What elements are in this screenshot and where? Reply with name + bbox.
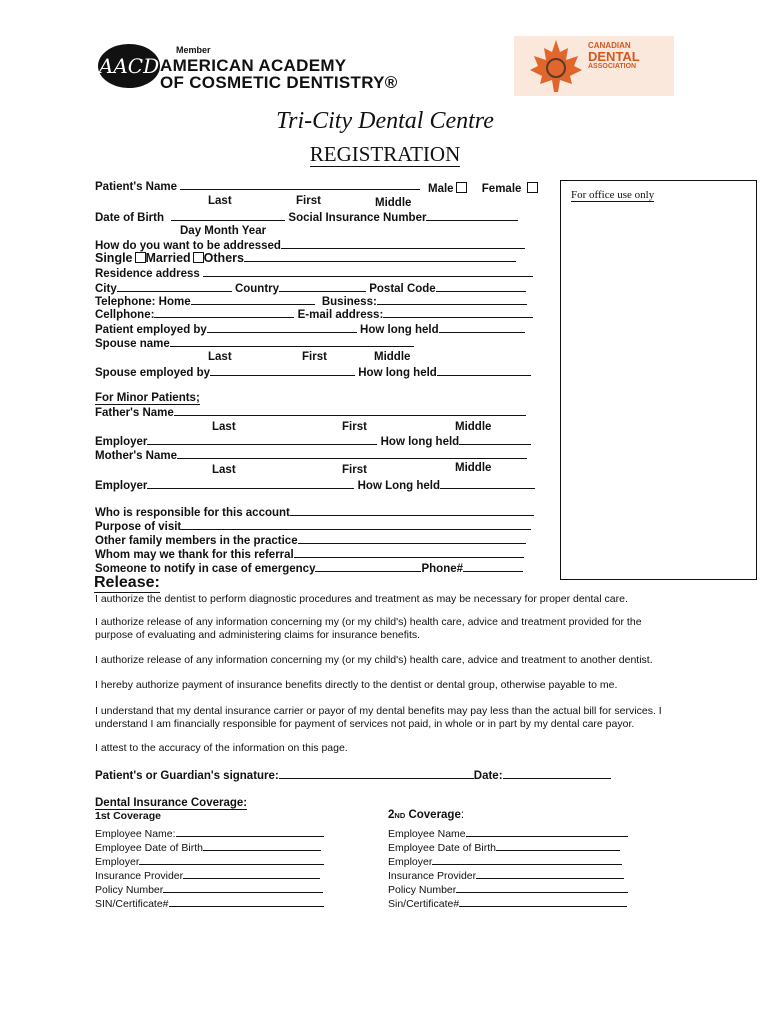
release-paragraph-6: I attest to the accuracy of the information on this page.: [95, 742, 348, 754]
second-coverage-heading: [388, 809, 464, 821]
single-checkbox[interactable]: [135, 252, 146, 263]
ins1-provider-label: Insurance Provider: [95, 870, 184, 882]
second-coverage-colon: :: [460, 809, 465, 821]
father-employer-field[interactable]: [147, 434, 377, 445]
ins1-dob-label: Employee Date of Birth: [95, 842, 203, 854]
ins1-dob-field[interactable]: [203, 840, 321, 851]
date-field[interactable]: [503, 768, 611, 779]
name-hint-middle: Middle: [375, 197, 412, 209]
mother-field[interactable]: [177, 448, 527, 459]
ins1-employer-label: Employer: [95, 856, 140, 868]
employed-by-label: Patient employed by: [95, 324, 207, 336]
family-row: [95, 533, 526, 547]
dob-field[interactable]: [171, 210, 285, 221]
married-checkbox[interactable]: [193, 252, 204, 263]
ins1-policy-row: [95, 882, 323, 896]
sin-label: Social Insurance Number: [288, 212, 427, 224]
country-field[interactable]: [279, 281, 366, 292]
home-phone-label: Telephone: Home: [95, 296, 191, 308]
first-coverage-heading: 1st Coverage: [95, 810, 161, 822]
postal-field[interactable]: [436, 281, 526, 292]
how-long-field[interactable]: [439, 322, 525, 333]
patient-name-label: Patient's Name: [95, 181, 177, 193]
residence-label: Residence address: [95, 268, 200, 280]
ins2-sin-row: [388, 896, 627, 910]
spouse-label: Spouse name: [95, 338, 170, 350]
release-paragraph-3: I authorize release of any information concerning my (or my child's) health care, advice and treatment to another dentist.: [95, 654, 653, 666]
referral-label: Whom may we thank for this referral: [95, 549, 294, 561]
release-paragraph-5: I understand that my dental insurance carrier or payor of my dental benefits may pay less than the actual bill for services. I understand I am financially responsible for payment of services not paid, in whole or in part by my dental care payor.: [95, 705, 662, 730]
others-label: Others: [203, 251, 244, 265]
ins2-provider-row: [388, 868, 624, 882]
family-label: Other family members in the practice: [95, 535, 298, 547]
addressed-row: [95, 238, 525, 252]
referral-row: [95, 547, 524, 561]
ins2-name-row: [388, 826, 628, 840]
ins1-provider-field[interactable]: [183, 868, 320, 879]
second-coverage-label: Coverage: [405, 809, 461, 821]
addressed-label: How do you want to be addressed: [95, 240, 281, 252]
emergency-row: [95, 561, 523, 575]
release-heading: Release:: [94, 574, 160, 591]
ins2-name-field[interactable]: [466, 826, 628, 837]
patient-name-row: [95, 179, 420, 193]
mother-hint-last: Last: [212, 464, 236, 476]
mother-employer-label: Employer: [95, 480, 148, 492]
telephone-row: [95, 294, 527, 308]
mother-how-long-label: How Long held: [357, 480, 441, 492]
business-phone-field[interactable]: [377, 294, 527, 305]
spouse-employed-field[interactable]: [210, 365, 355, 376]
spouse-field[interactable]: [170, 336, 414, 347]
aacd-logo: AACD: [98, 44, 160, 88]
male-checkbox[interactable]: [456, 182, 467, 193]
female-label: Female: [481, 183, 522, 195]
insurance-heading-text: Dental Insurance Coverage:: [95, 797, 248, 809]
cda-line-1: CANADIAN: [588, 41, 631, 50]
ins2-sin-field[interactable]: [459, 896, 627, 907]
ins1-name-field[interactable]: [176, 826, 324, 837]
father-row: [95, 405, 526, 419]
ins2-policy-label: Policy Number: [388, 884, 457, 896]
dob-hint: Day Month Year: [180, 225, 267, 237]
ins2-provider-field[interactable]: [476, 868, 624, 879]
aacd-line-2: OF COSMETIC DENTISTRY®: [160, 73, 398, 92]
phone-field[interactable]: [463, 561, 523, 572]
cellphone-row: [95, 307, 533, 321]
spouse-how-long-field[interactable]: [437, 365, 531, 376]
father-hint-middle: Middle: [455, 421, 492, 433]
ins1-employer-row: [95, 854, 324, 868]
cda-logo: [514, 36, 674, 96]
referral-field[interactable]: [294, 547, 524, 558]
release-paragraph-2: I authorize release of any information concerning my (or my child's) health care, advice and treatment provided for the purpose of evaluating and administering claims for insurance benefits.: [95, 616, 642, 641]
ins2-policy-row: [388, 882, 628, 896]
spouse-hint-last: Last: [208, 351, 232, 363]
spouse-row: [95, 336, 414, 350]
aacd-wordmark: [160, 41, 398, 91]
minor-heading: [95, 392, 200, 404]
cda-wordmark: [588, 42, 640, 70]
female-checkbox[interactable]: [527, 182, 538, 193]
aacd-member-label: Member: [176, 45, 211, 55]
father-how-long-label: How long held: [380, 436, 460, 448]
mother-employer-row: [95, 478, 535, 492]
cda-line-2: DENTAL: [588, 49, 640, 64]
ins2-provider-label: Insurance Provider: [388, 870, 477, 882]
single-label: Single: [95, 251, 133, 265]
mother-how-long-field[interactable]: [440, 478, 535, 489]
country-label: Country: [234, 283, 280, 295]
father-employer-row: [95, 434, 531, 448]
others-field[interactable]: [244, 251, 516, 262]
responsible-field[interactable]: [290, 505, 534, 516]
cellphone-field[interactable]: [154, 307, 294, 318]
ins2-dob-label: Employee Date of Birth: [388, 842, 496, 854]
aacd-line-1: AMERICAN ACADEMY: [160, 56, 347, 75]
spouse-hint-first: First: [302, 351, 327, 363]
spouse-how-long-label: How long held: [358, 367, 437, 379]
ins2-employer-label: Employer: [388, 856, 433, 868]
minor-heading-text: For Minor Patients;: [95, 392, 200, 404]
insurance-heading: [95, 797, 247, 809]
mother-employer-field[interactable]: [147, 478, 354, 489]
ins1-policy-field[interactable]: [163, 882, 323, 893]
ins1-name-row: [95, 826, 324, 840]
spouse-employed-label: Spouse employed by: [95, 367, 211, 379]
ins1-sin-row: [95, 896, 324, 910]
residence-field[interactable]: [203, 266, 533, 277]
father-employer-label: Employer: [95, 436, 148, 448]
office-use-label: For office use only: [571, 189, 655, 201]
dob-row: [95, 210, 518, 224]
emergency-label: Someone to notify in case of emergency: [95, 563, 316, 575]
signature-field[interactable]: [279, 768, 474, 779]
second-coverage-num: 2: [388, 809, 395, 821]
city-label: City: [95, 283, 117, 295]
purpose-row: [95, 519, 531, 533]
ins1-sin-field[interactable]: [169, 896, 324, 907]
release-paragraph-4: I hereby authorize payment of insurance benefits directly to the dentist or dental group, otherwise payable to me.: [95, 679, 618, 691]
purpose-field[interactable]: [181, 519, 531, 530]
phone-label: Phone#: [421, 563, 464, 575]
date-label: Date:: [473, 770, 503, 782]
male-label: Male: [428, 183, 454, 195]
addressed-field[interactable]: [281, 238, 525, 249]
release-paragraph-1: I authorize the dentist to perform diagnostic procedures and treatment as may be necessary for proper dental care.: [95, 593, 628, 605]
email-field[interactable]: [383, 307, 533, 318]
father-hint-last: Last: [212, 421, 236, 433]
mother-hint-middle: Middle: [455, 462, 492, 474]
maple-leaf-icon: [528, 38, 584, 94]
ins2-employer-row: [388, 854, 622, 868]
responsible-row: [95, 505, 534, 519]
mother-hint-first: First: [342, 464, 367, 476]
father-how-long-field[interactable]: [459, 434, 531, 445]
form-subtitle: [0, 142, 770, 167]
father-label: Father's Name: [95, 407, 174, 419]
second-coverage-suffix: ND: [394, 811, 406, 820]
city-row: [95, 281, 526, 295]
dob-label: Date of Birth: [95, 212, 164, 224]
mother-row: [95, 448, 527, 462]
name-hint-last: Last: [208, 195, 232, 207]
employed-by-field[interactable]: [207, 322, 357, 333]
ins2-dob-field[interactable]: [496, 840, 620, 851]
office-use-box: [560, 180, 757, 580]
family-field[interactable]: [298, 533, 526, 544]
signature-label: Patient's or Guardian's signature:: [95, 770, 279, 782]
employment-row: [95, 322, 525, 336]
subtitle-text: REGISTRATION: [309, 142, 461, 166]
cda-line-3: ASSOCIATION: [588, 63, 637, 70]
ins1-provider-row: [95, 868, 320, 882]
ins1-dob-row: [95, 840, 321, 854]
married-label: Married: [145, 251, 191, 265]
ins1-name-label: Employee Name:: [95, 828, 176, 840]
ins1-sin-label: SIN/Certificate#: [95, 898, 169, 910]
ins2-sin-label: Sin/Certificate#: [388, 898, 460, 910]
business-phone-label: Business:: [321, 296, 377, 308]
residence-row: [95, 266, 533, 280]
mother-label: Mother's Name: [95, 450, 177, 462]
ins1-policy-label: Policy Number: [95, 884, 164, 896]
gender-row: [428, 182, 538, 195]
purpose-label: Purpose of visit: [95, 521, 182, 533]
signature-row: [95, 768, 611, 782]
name-hint-first: First: [296, 195, 321, 207]
patient-name-field[interactable]: [180, 179, 420, 190]
father-field[interactable]: [174, 405, 526, 416]
sin-field[interactable]: [426, 210, 518, 221]
father-hint-first: First: [342, 421, 367, 433]
ins2-dob-row: [388, 840, 620, 854]
ins1-employer-field[interactable]: [139, 854, 324, 865]
how-long-label: How long held: [360, 324, 439, 336]
responsible-label: Who is responsible for this account: [95, 507, 290, 519]
marital-row: [95, 251, 516, 265]
spouse-hint-middle: Middle: [374, 351, 411, 363]
ins2-name-label: Employee Name: [388, 828, 466, 840]
email-label: E-mail address:: [297, 309, 384, 321]
cellphone-label: Cellphone:: [95, 309, 155, 321]
city-field[interactable]: [117, 281, 232, 292]
spouse-employment-row: [95, 365, 531, 379]
ins2-policy-field[interactable]: [456, 882, 628, 893]
home-phone-field[interactable]: [191, 294, 315, 305]
page-title: Tri-City Dental Centre: [276, 108, 494, 134]
emergency-field[interactable]: [315, 561, 421, 572]
ins2-employer-field[interactable]: [432, 854, 622, 865]
postal-label: Postal Code: [369, 283, 436, 295]
